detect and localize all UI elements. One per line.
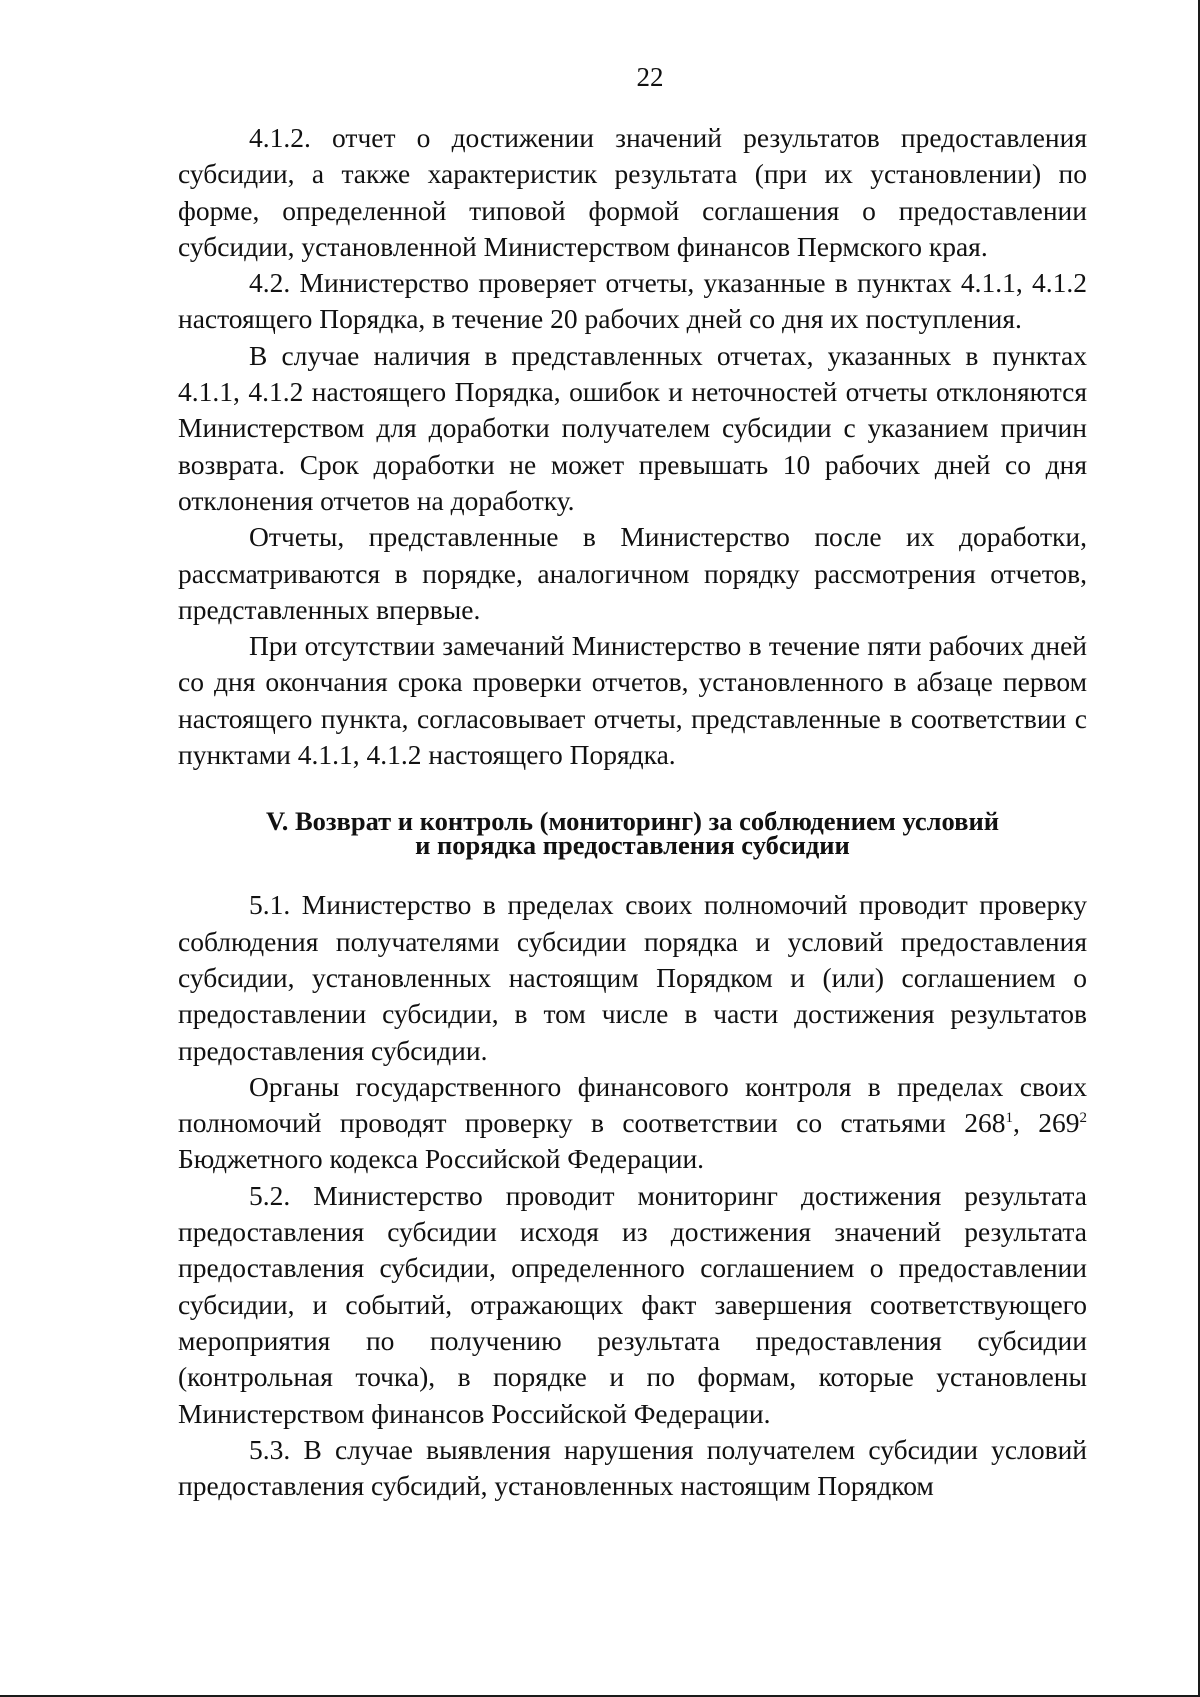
section-heading-line-2: и порядка предоставления субсидии <box>415 830 850 861</box>
paragraph-4-2: 4.2. Министерство проверяет отчеты, указанные в пунктах 4.1.1, 4.1.2 настоящего Порядка, в течение 20 рабочих дней со дня их поступления. <box>178 267 1087 335</box>
paragraph-approval: При отсутствии замечаний Министерство в течение пяти рабочих дней со дня окончания срока проверки отчетов, установленного в абзаце первом настоящего пункта, согласовывает отчеты, представленные в соответствии с пунктами 4.1.1, 4.1.2 настоящего Порядка. <box>178 630 1087 771</box>
paragraph-5-3: 5.3. В случае выявления нарушения получателем субсидии условий предоставления субсидий, установленных настоящим Порядком <box>178 1433 1087 1502</box>
page-number: 22 <box>636 62 664 92</box>
paragraph-4-1-2: 4.1.2. отчет о достижении значений результатов предоставления субсидии, а также характеристик результата (при их установлении) по форме, определенной типовой формой соглашения о предоставлении субсидии, установленной Министерством финансов Пермского края. <box>178 122 1087 262</box>
paragraph-5-2: 5.2. Министерство проводит мониторинг достижения результата предоставления субсидии исходя из достижения значений результата предоставления субсидии, определенного соглашением о предоставлении субсидии, и событий, отражающих факт завершения соответствующего мероприятия по получению результата предоставления субсидии (контрольная точка), в порядке и по формам, которые установлены Министерством финансов Российской Федерации. <box>178 1179 1087 1429</box>
control-text-middle: , 269 <box>1013 1107 1080 1139</box>
paragraph-financial-control <box>178 1069 1087 1178</box>
section-heading-line-1: V. Возврат и контроль (мониторинг) за соблюдением условий <box>266 806 999 837</box>
section-v-heading <box>178 806 1087 861</box>
control-text-after: Бюджетного кодекса Российской Федерации. <box>178 1143 705 1175</box>
paragraph-5-1: 5.1. Министерство в пределах своих полномочий проводит проверку соблюдения получателями субсидии порядка и условий предоставления субсидии, установленных настоящим Порядком и (или) соглашением о предоставлении субсидии, в том числе в части достижения результатов предоставления субсидии. <box>178 889 1087 1066</box>
footnote-sup-1: 1 <box>1005 1109 1013 1126</box>
footnote-sup-2: 2 <box>1079 1109 1088 1126</box>
control-text-before: Органы государственного финансового контроля в пределах своих полномочий проводят проверку в соответствии со статьями 268 <box>178 1070 1087 1139</box>
paragraph-errors-rejection: В случае наличия в представленных отчетах, указанных в пунктах 4.1.1, 4.1.2 настоящего Порядка, ошибок и неточностей отчеты отклоняются Министерством для доработки получателем субсидии с указанием причин возврата. Срок доработки не может превышать 10 рабочих дней со дня отклонения отчетов на доработку. <box>178 339 1087 516</box>
document-body <box>178 120 1087 1504</box>
paragraph-revised-reports: Отчеты, представленные в Министерство после их доработки, рассматриваются в порядке, аналогичном порядку рассмотрения отчетов, представленных впервые. <box>178 521 1087 625</box>
